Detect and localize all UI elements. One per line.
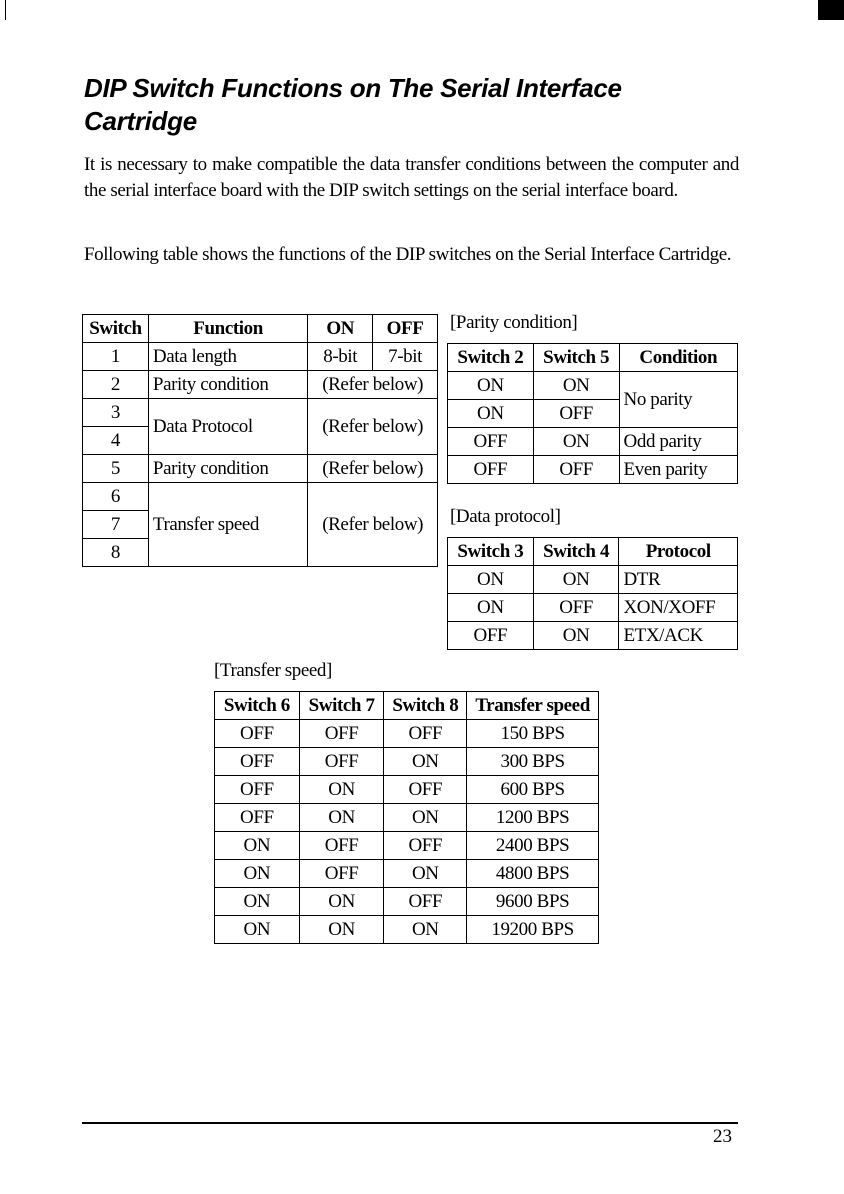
header-cell: Switch 8 xyxy=(384,692,467,720)
result-cell: 600 BPS xyxy=(467,776,599,804)
setting-cell: (Refer below) xyxy=(308,483,438,567)
switch-state-cell: OFF xyxy=(384,776,467,804)
table-row xyxy=(215,832,599,860)
switch-number: 8 xyxy=(83,539,149,567)
header-switch: Switch xyxy=(83,315,149,343)
switch-state-cell: ON xyxy=(215,888,300,916)
off-cell: 7-bit xyxy=(373,343,438,371)
switch-state-cell: OFF xyxy=(384,720,467,748)
table-row xyxy=(448,456,738,484)
table-row xyxy=(215,804,599,832)
switch-state-cell: ON xyxy=(448,566,534,594)
switch-state-cell: ON xyxy=(384,748,467,776)
switch-state-cell: OFF xyxy=(448,456,534,484)
table-row xyxy=(215,776,599,804)
table-row xyxy=(448,566,738,594)
switch-number: 7 xyxy=(83,511,149,539)
result-cell: 2400 BPS xyxy=(467,832,599,860)
switch-state-cell: ON xyxy=(384,804,467,832)
table-row xyxy=(448,372,738,400)
parity-caption: [Parity condition] xyxy=(450,312,578,333)
switch-state-cell: OFF xyxy=(215,748,300,776)
result-cell: XON/XOFF xyxy=(619,594,738,622)
function-cell: Data length xyxy=(148,343,307,371)
setting-cell: (Refer below) xyxy=(308,399,438,455)
result-cell: Odd parity xyxy=(619,428,737,456)
header-function: Function xyxy=(148,315,307,343)
intro-paragraph: It is necessary to make compatible the data transfer conditions between the computer and the serial interface board with the DIP switch settings on the serial interface board. xyxy=(84,154,739,201)
header-cell: Switch 6 xyxy=(215,692,300,720)
function-cell: Data Protocol xyxy=(148,399,307,455)
header-cell: Switch 4 xyxy=(533,538,619,566)
table-row xyxy=(448,594,738,622)
switch-state-cell: OFF xyxy=(384,888,467,916)
header-off: OFF xyxy=(373,315,438,343)
header-cell: Condition xyxy=(619,344,737,372)
result-cell: 4800 BPS xyxy=(467,860,599,888)
page-number: 23 xyxy=(713,1126,732,1147)
switch-number: 1 xyxy=(83,343,149,371)
header-cell: Switch 5 xyxy=(533,344,619,372)
switch-state-cell: ON xyxy=(215,860,300,888)
switch-state-cell: ON xyxy=(299,804,384,832)
result-cell: 9600 BPS xyxy=(467,888,599,916)
switch-state-cell: ON xyxy=(448,594,534,622)
switch-state-cell: OFF xyxy=(384,832,467,860)
table-row xyxy=(215,720,599,748)
transfer-speed-table xyxy=(214,691,599,944)
result-cell: ETX/ACK xyxy=(619,622,738,650)
table-row xyxy=(83,455,438,483)
switch-number: 2 xyxy=(83,371,149,399)
switch-state-cell: ON xyxy=(299,776,384,804)
switch-state-cell: OFF xyxy=(448,428,534,456)
function-cell: Transfer speed xyxy=(148,483,307,567)
table-row xyxy=(448,428,738,456)
speed-caption: [Transfer speed] xyxy=(214,660,332,681)
table-row xyxy=(215,888,599,916)
table-header-row xyxy=(83,315,438,343)
function-cell: Parity condition xyxy=(148,371,307,399)
table-row xyxy=(215,748,599,776)
switch-number: 3 xyxy=(83,399,149,427)
switch-state-cell: ON xyxy=(215,832,300,860)
table-row xyxy=(448,622,738,650)
switch-state-cell: OFF xyxy=(299,832,384,860)
switch-number: 4 xyxy=(83,427,149,455)
switch-state-cell: OFF xyxy=(448,622,534,650)
footer-rule xyxy=(82,1122,738,1124)
on-cell: 8-bit xyxy=(308,343,373,371)
switch-state-cell: OFF xyxy=(533,594,619,622)
result-cell: 1200 BPS xyxy=(467,804,599,832)
result-cell: No parity xyxy=(619,372,737,428)
result-cell: DTR xyxy=(619,566,738,594)
switch-state-cell: ON xyxy=(299,888,384,916)
scan-mark xyxy=(5,0,6,20)
header-cell: Transfer speed xyxy=(467,692,599,720)
switch-state-cell: OFF xyxy=(215,804,300,832)
switch-state-cell: OFF xyxy=(215,776,300,804)
table-row xyxy=(83,371,438,399)
setting-cell: (Refer below) xyxy=(308,371,438,399)
table-row xyxy=(83,483,438,511)
parity-table xyxy=(447,343,738,484)
switch-number: 5 xyxy=(83,455,149,483)
table-header-row xyxy=(215,692,599,720)
function-cell: Parity condition xyxy=(148,455,307,483)
result-cell: 150 BPS xyxy=(467,720,599,748)
table-row xyxy=(83,343,438,371)
dip-switch-table xyxy=(82,314,438,567)
table-row xyxy=(83,399,438,427)
switch-state-cell: ON xyxy=(215,916,300,944)
result-cell: Even parity xyxy=(619,456,737,484)
switch-state-cell: OFF xyxy=(299,748,384,776)
protocol-caption: [Data protocol] xyxy=(450,506,561,527)
switch-state-cell: ON xyxy=(384,860,467,888)
table-row xyxy=(215,916,599,944)
switch-state-cell: OFF xyxy=(299,860,384,888)
switch-state-cell: ON xyxy=(384,916,467,944)
header-cell: Switch 7 xyxy=(299,692,384,720)
switch-state-cell: ON xyxy=(533,566,619,594)
switch-state-cell: ON xyxy=(533,428,619,456)
switch-number: 6 xyxy=(83,483,149,511)
protocol-table xyxy=(447,537,738,650)
result-cell: 19200 BPS xyxy=(467,916,599,944)
page-title: DIP Switch Functions on The Serial Interface Cartridge xyxy=(84,73,622,136)
switch-state-cell: ON xyxy=(448,372,534,400)
switch-state-cell: ON xyxy=(299,916,384,944)
switch-state-cell: OFF xyxy=(533,400,619,428)
header-cell: Switch 3 xyxy=(448,538,534,566)
switch-state-cell: OFF xyxy=(533,456,619,484)
header-cell: Protocol xyxy=(619,538,738,566)
header-cell: Switch 2 xyxy=(448,344,534,372)
switch-state-cell: ON xyxy=(448,400,534,428)
table-header-row xyxy=(448,344,738,372)
switch-state-cell: ON xyxy=(533,372,619,400)
result-cell: 300 BPS xyxy=(467,748,599,776)
setting-cell: (Refer below) xyxy=(308,455,438,483)
switch-state-cell: ON xyxy=(533,622,619,650)
header-on: ON xyxy=(308,315,373,343)
table-header-row xyxy=(448,538,738,566)
table-intro-paragraph: Following table shows the functions of the DIP switches on the Serial Interface Cartridge. xyxy=(84,244,732,265)
page-tab-mark xyxy=(818,0,844,20)
switch-state-cell: OFF xyxy=(215,720,300,748)
table-row xyxy=(215,860,599,888)
switch-state-cell: OFF xyxy=(299,720,384,748)
